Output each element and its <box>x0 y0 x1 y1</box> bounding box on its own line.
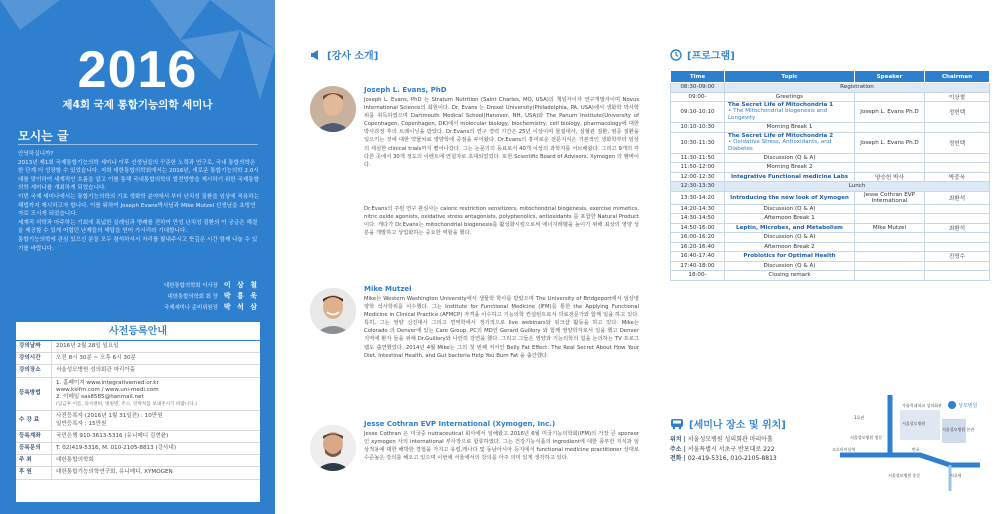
topic-title: Discussion (Q & A) <box>763 262 816 269</box>
table-cell-chairman <box>925 214 990 224</box>
table-cell-speaker <box>855 92 925 102</box>
registration-title: 사전등록안내 <box>16 322 260 341</box>
registration-value-line: 서울성모병원 성의회관 마리아홀 <box>56 367 136 374</box>
registration-value-line: T. 02)419-5316, M. 010-2105-8813 (강사내) <box>56 445 177 452</box>
table-cell-speaker <box>855 271 925 281</box>
map-label: 서울성모병원 <box>902 421 926 426</box>
location-map <box>830 395 980 491</box>
table-cell-topic <box>725 102 855 123</box>
table-cell-chairman <box>925 163 990 173</box>
table-cell-topic: Registration <box>725 83 990 93</box>
table-cell-speaker <box>855 252 925 262</box>
table-cell-chairman: 정헌택 <box>925 102 990 123</box>
table-cell-speaker: Joseph L. Evans Ph.D <box>855 132 925 153</box>
speaker-name-evans: Joseph L. Evans, PhD <box>364 86 447 94</box>
table-cell-topic <box>725 242 855 252</box>
table-row <box>671 163 990 173</box>
map-label: 1호관 <box>854 415 865 420</box>
divider <box>18 144 258 145</box>
table-cell-time: 11:50-12:00 <box>671 163 725 173</box>
table-cell-topic <box>725 214 855 224</box>
registration-value-line: 대한통합의학회 <box>56 457 94 464</box>
table-cell-speaker: Joseph L. Evans Ph.D <box>855 102 925 123</box>
registration-key: 후 원 <box>16 467 52 478</box>
table-cell-chairman: 이상철 <box>925 92 990 102</box>
clock-icon <box>670 49 682 61</box>
registration-value-line: 사전등록자 (2016년 1월 31일전) : 10만원 <box>56 413 163 420</box>
registration-value-line: 대한통합기능의학연구회, 유니메디, XYMOGEN <box>56 469 173 476</box>
topic-title: Introducing the new look of Xymogen <box>730 194 849 201</box>
venue-line: 위치 | 서울성모병원 성의회관 마리아홀 <box>670 436 773 443</box>
table-row <box>671 242 990 252</box>
topic-subtitle: • The Mitochondrial biogenesis and Longevity <box>728 108 828 121</box>
table-cell-chairman: 진영수 <box>925 252 990 262</box>
greeting-title: 모시는 글 <box>18 129 69 143</box>
registration-rows <box>16 341 260 480</box>
table-row <box>671 223 990 233</box>
topic-title: Morning Break 2 <box>766 164 813 171</box>
table-cell-topic <box>725 204 855 214</box>
greeting-paragraph: 통합기능의학에 관심 있으신 분들 모두 참석하셔서 자리를 빛내주시고 뜻깊은 시간 함께 나눌 수 있기를 바랍니다. <box>18 236 258 252</box>
speakers-section <box>300 0 640 514</box>
registration-value <box>52 455 260 466</box>
registration-box <box>16 322 260 502</box>
map-label: 가톨릭대학교 성의회관 <box>902 403 942 408</box>
table-cell-time: 16:40-17:40 <box>671 252 725 262</box>
registration-note: (입금후 이름, 의사면허, 병원명, 주소, 연락처를 보내주시기 바랍니다.) <box>56 402 197 408</box>
registration-row <box>16 353 260 365</box>
table-cell-chairman <box>925 123 990 133</box>
table-cell-topic <box>725 271 855 281</box>
map-label: 성모병원 <box>958 403 978 409</box>
table-cell-time: 13:30-14:20 <box>671 191 725 204</box>
table-cell-topic <box>725 132 855 153</box>
speakers-section-title: [강사 소개] <box>310 47 378 62</box>
registration-row <box>16 443 260 455</box>
table-row <box>671 261 990 271</box>
table-cell-topic <box>725 163 855 173</box>
map-label: 서울성모병원 정문 <box>850 435 883 440</box>
topic-title: Morning Break 1 <box>766 124 813 131</box>
registration-value <box>52 467 260 478</box>
table-row <box>671 233 990 243</box>
table-row <box>671 172 990 182</box>
registration-key: 강의시간 <box>16 353 52 364</box>
table-cell-time: 09:10-10:10 <box>671 102 725 123</box>
table-cell-topic <box>725 233 855 243</box>
table-row <box>671 132 990 153</box>
topic-title: Afternoon Break 1 <box>764 215 815 222</box>
map-label: 서울성모병원 후문 <box>888 473 921 478</box>
table-cell-topic <box>725 223 855 233</box>
signer: 대한통합의학회 이사장 이 상 철 <box>164 281 259 289</box>
table-cell-topic <box>725 191 855 204</box>
table-cell-speaker <box>855 214 925 224</box>
column-header: Time <box>671 71 725 83</box>
table-row <box>671 271 990 281</box>
venue-line: 주소 | 서울특별시 서초구 반포대로 222 <box>670 445 775 453</box>
table-row <box>671 123 990 133</box>
table-cell-chairman <box>925 242 990 252</box>
registration-row <box>16 378 260 412</box>
registration-value <box>52 353 260 364</box>
registration-row <box>16 365 260 377</box>
topic-title: Discussion (Q & A) <box>763 205 816 212</box>
registration-row <box>16 431 260 443</box>
speaker-bio-evans-2: Dr.Evans의 주된 연구 관심사는 caloric restriction sensitizers, mitochondrial biogenesis, exercise mimetics, nitric oxide agonists, oxidative stress antagonists, polyphenolics, antioxidants 를 포함한 Natural Product 이다. 게다가 Dr.Evans는 mitochondrial biogenesis를 활성화시킴으로써 에너지레벨을 높이기 위해 최상의 영양 성분을 개발하고 상업화하는 중요한 역할을 했다. <box>364 206 639 237</box>
registration-row <box>16 341 260 353</box>
table-cell-chairman <box>925 204 990 214</box>
table-cell-topic <box>725 252 855 262</box>
person-icon <box>310 425 356 471</box>
registration-value <box>52 365 260 376</box>
venue-info <box>670 435 777 464</box>
table-cell-time: 17:40-18:00 <box>671 261 725 271</box>
table-cell-time: 09:00- <box>671 92 725 102</box>
registration-key: 주 최 <box>16 455 52 466</box>
registration-value-line: 일반등록자 : 15만원 <box>56 420 107 427</box>
column-header: Speaker <box>855 71 925 83</box>
registration-key: 등록문의 <box>16 443 52 454</box>
table-cell-chairman <box>925 233 990 243</box>
table-row <box>671 204 990 214</box>
registration-row <box>16 411 260 430</box>
greeting-body <box>18 150 260 253</box>
registration-value <box>52 431 260 442</box>
greeting-paragraph: 세계적 석학과 마주하는 기회에 폭넓한 실례임과 명쾌를 전하여 만성 난치성 질환의 이 궁금은 해결을 제공할 수 있게 어렵던 난제들의 해답을 얻어 가시리라 기대합니다. <box>18 219 258 235</box>
table-cell-time: 08:30-09:00 <box>671 83 725 93</box>
registration-value-line: 2016년 2월 28일 일요일 <box>56 343 119 349</box>
topic-title: Leptin, Microbes, and Metabolism <box>736 224 843 231</box>
registration-value-line: 오전 8시 30분 ~ 오후 6시 30분 <box>56 355 136 362</box>
table-cell-time: 10:10-10:30 <box>671 123 725 133</box>
table-cell-time: 14:50-16:00 <box>671 223 725 233</box>
person-icon <box>310 288 356 334</box>
table-row <box>671 182 990 192</box>
table-cell-speaker <box>855 163 925 173</box>
registration-key: 수 강 료 <box>16 411 52 429</box>
person-icon <box>310 86 356 132</box>
registration-row <box>16 455 260 467</box>
table-cell-chairman <box>925 261 990 271</box>
table-cell-topic <box>725 261 855 271</box>
table-row <box>671 191 990 204</box>
speaker-photo-cothran <box>310 425 356 471</box>
speaker-name-mutzel: Mike Mutzel <box>364 285 412 293</box>
table-row <box>671 83 990 93</box>
table-cell-speaker <box>855 242 925 252</box>
venue-section-title: [세미나 장소 및 위치] <box>670 416 786 431</box>
table-cell-speaker <box>855 123 925 133</box>
table-cell-time: 14:30-14:50 <box>671 214 725 224</box>
table-cell-speaker: Mike Mutzel <box>855 223 925 233</box>
table-cell-topic <box>725 92 855 102</box>
topic-title: Discussion (Q & A) <box>763 234 816 241</box>
topic-title: Closing remark <box>768 272 811 279</box>
topic-title: Discussion (Q & A) <box>763 154 816 161</box>
topic-title: The Secret Life of Mitochondria 2 <box>728 132 834 139</box>
registration-value-line: 1. 홈페이지 www.integrativemed.or.kr <box>56 379 159 386</box>
registration-value-line: 2. 이메일 sas8585@hanmail.net <box>56 394 144 401</box>
table-cell-time: 16:20-16:40 <box>671 242 725 252</box>
map-label: 반포 <box>912 447 920 452</box>
table-cell-chairman <box>925 271 990 281</box>
table-cell-time: 12:00-12:30 <box>671 172 725 182</box>
table-cell-time: 18:00- <box>671 271 725 281</box>
table-cell-speaker <box>855 204 925 214</box>
left-panel <box>0 0 275 514</box>
program-table <box>670 70 990 281</box>
column-header: Chairman <box>925 71 990 83</box>
map-label: 서초역 <box>950 473 962 478</box>
table-cell-chairman: 최환석 <box>925 223 990 233</box>
table-cell-time: 10:30-11:30 <box>671 132 725 153</box>
table-cell-speaker: 양승헌 박사 <box>855 172 925 182</box>
column-header: Topic <box>725 71 855 83</box>
table-cell-topic <box>725 153 855 163</box>
registration-row <box>16 467 260 479</box>
table-row <box>671 252 990 262</box>
program-section <box>660 0 990 514</box>
topic-title: Probiotics for Optimal Health <box>743 253 836 260</box>
greeting-paragraph: 이번 국제 세미나에서는 통합기능의학의 기초 생화학 분야에서 부터 난치성 질환을 임상에 적용하는 해법까지 제시하고자 합니다. 이를 위하여 Joseph Evans박사님과 Mike Mutzel 선생님을 초빙연자로 모시게 되었습니다. <box>18 193 260 218</box>
program-table-body <box>671 83 990 281</box>
bus-icon <box>670 418 684 430</box>
speaker-bio-mutzel: Mike는 Western Washington University에서 생물학 학사를 받았으며 The University of Bridgeport에서 임상영양학 석사학위를 이수했다. 그는 Institute for Functional Medicine (IFM)를 통한 the Applying Functional Medicine in Clinical Practice (AFMCP) 자격을 이수하고 기능의학 컨설턴트로서 의료전문가와 함께 일을 하고 있다. 특히, 그는 영양 신진대사 그리고 면역학에서 정기적으로 live webinars와 워크샵 활동을 하고 있다. Mike는 Colorado 의 Denver에 있는 Care Group, PC의 MD인 Gerard Guillory 와 함께 영양학자로서 일을 했고 Denver 지역에 환자 들을 위해 Dr.Guillory와 나란히 강연을 했다. 그리고 그들은 영양과 기능의학의 힘을 논의하는 TV 프로그램도 출연했었다. 2014년 4월 Mike는 그의 첫 번째 저서인 Belly Fat Effect: The Real Secret About How Your Diet, Intestinal Health, and Gut bacteria Help You Burn Fat 을 출간했다. <box>364 296 639 359</box>
registration-value <box>52 341 260 352</box>
registration-value-line: www.ksifm.com / www.uni-medi.com <box>56 386 159 393</box>
registration-value <box>52 378 260 411</box>
table-cell-time: 11:30-11:50 <box>671 153 725 163</box>
signers <box>164 280 259 313</box>
table-cell-speaker: Jesse Cothran EVP International <box>855 191 925 204</box>
megaphone-icon <box>310 49 322 61</box>
table-cell-topic <box>725 172 855 182</box>
registration-key: 강의날짜 <box>16 341 52 352</box>
topic-title: Afternoon Break 2 <box>764 243 815 250</box>
registration-value <box>52 443 260 454</box>
signer: 대한통합의학회 회 장 박 흥 욱 <box>167 292 259 300</box>
event-year: 2016 <box>77 41 198 99</box>
topic-title: Integrative Functional medicine Labs <box>730 173 849 180</box>
greeting-paragraph: 안녕하십니까? <box>18 151 54 157</box>
registration-value-line: 국민은행 910-3613-5316 (유니메디 김현윤) <box>56 432 169 439</box>
speaker-photo-evans <box>310 86 356 132</box>
table-cell-time: 14:20-14:30 <box>671 204 725 214</box>
registration-key: 등록방법 <box>16 378 52 411</box>
topic-title: Greetings <box>775 93 804 100</box>
greeting-paragraph: 2013년 제1회 국제통합기능의학 세미나 이후 선생님들의 꾸준한 노력과 연구로, 국내 통합의학은 한 단계 더 성장할 수 있었습니다. 저희 대한통합의학회에서는 2016년, 새로운 통합기능의학 2.0시대를 맞이하여 세계적인 흐름을 알고 이를 통해 국내통합의학의 발전방향을 제시하기 위한 국제통합의학 세미나를 개최하게 되었습니다. <box>18 159 260 192</box>
program-section-title: [프로그램] <box>670 47 735 62</box>
map-label: 서울성모병원 본관 <box>942 427 975 432</box>
table-header-row <box>671 71 990 83</box>
table-row <box>671 214 990 224</box>
speaker-bio-cothran: Jesse Cothran 은 미국중 nutraceutical 회사에서 일해왔고 2016년 6월 미국기능의학회(IFM)의 가장 큰 sponsor 인 xymogen 사의 international 부사장으로 합류하였다. 그는 건강기능식품의 ingredient에 대한 풍부한 지식과 임상적용에 대한 해박한 경험을 가지고 유럽,캐나다 및 동남아시아 등지에서 functional medicine practitioner 상대로 수준높은 강의를 해오고 있으며 이번에 서울에서의 강의를 아주 의미 있게 생각하고 있다. <box>364 431 639 462</box>
table-cell-time: 16:00-16:20 <box>671 233 725 243</box>
event-subtitle: 제4회 국제 통합기능의학 세미나 <box>62 99 213 111</box>
table-cell-chairman: 정헌택 <box>925 132 990 153</box>
signer: 국제세미나 준비위원장 박 석 삼 <box>164 303 259 311</box>
speaker-bio-evans: Joseph L. Evans, PhD 는 Stratum Nutrition (Saint Charles, MO, USA)의 책임자이자 연구개발자이며 Novus International Science의 회원이다. Dr. Evans 는 Drexel University(Philadelphia, PA, USA)에서 생화학 박사학위를 취득하였으며 Dartmouth Medical School(Hanover, NH, USA)와 The Panum Institute(University of Copenhagen, Copenhagen, DK)에서 molecular biology, biochemistry, cell biology, pharmacology에 대한 박사과정 후의 트레이닝을 받았다. Dr.Evans의 연구 경력 기간은 25년 이상이며 물질대사, 심혈관 질환, 염증 질환을 일으키는 것에 대한 약물치료 영양학에 중점을 두어왔다. Dr.Evans의 흥미로운 전문지식은 기본적인 생화학부터 임상의 세심한 clinical trials까지 뻗어나갔다. 그는 논문기의 동료로서 40개 이상의 과학지를 서브해왔다. 그리고 9개의 각 다른 곳에서 30개 정도의 이벤트에 연설자로 초대되었었다. 또한 Scientific Board of Advisors, Xymogen 의 멤버이다. <box>364 97 639 168</box>
speaker-photo-mutzel <box>310 288 356 334</box>
venue-line: 전화 | 02-419-5316, 010-2105-8813 <box>670 455 777 462</box>
table-cell-speaker <box>855 233 925 243</box>
topic-subtitle: • Oxidative Stress, Antioxidants, and Diabetes <box>728 138 832 152</box>
map-label: 고속터미널역 <box>832 447 856 452</box>
table-cell-chairman: 박중욱 <box>925 172 990 182</box>
speaker-name-cothran: Jesse Cothran EVP International (Xymogen, Inc.) <box>364 420 556 428</box>
table-cell-chairman <box>925 153 990 163</box>
table-cell-time: 12:30-13:30 <box>671 182 725 192</box>
table-cell-topic <box>725 123 855 133</box>
table-cell-chairman: 최환석 <box>925 191 990 204</box>
table-row <box>671 153 990 163</box>
table-cell-speaker <box>855 153 925 163</box>
topic-title: The Secret Life of Mitochondria 1 <box>728 102 834 108</box>
table-cell-topic: Lunch <box>725 182 990 192</box>
table-cell-speaker <box>855 261 925 271</box>
table-row <box>671 92 990 102</box>
table-row <box>671 102 990 123</box>
registration-value <box>52 411 260 429</box>
registration-key: 강의장소 <box>16 365 52 376</box>
registration-key: 등록계좌 <box>16 431 52 442</box>
